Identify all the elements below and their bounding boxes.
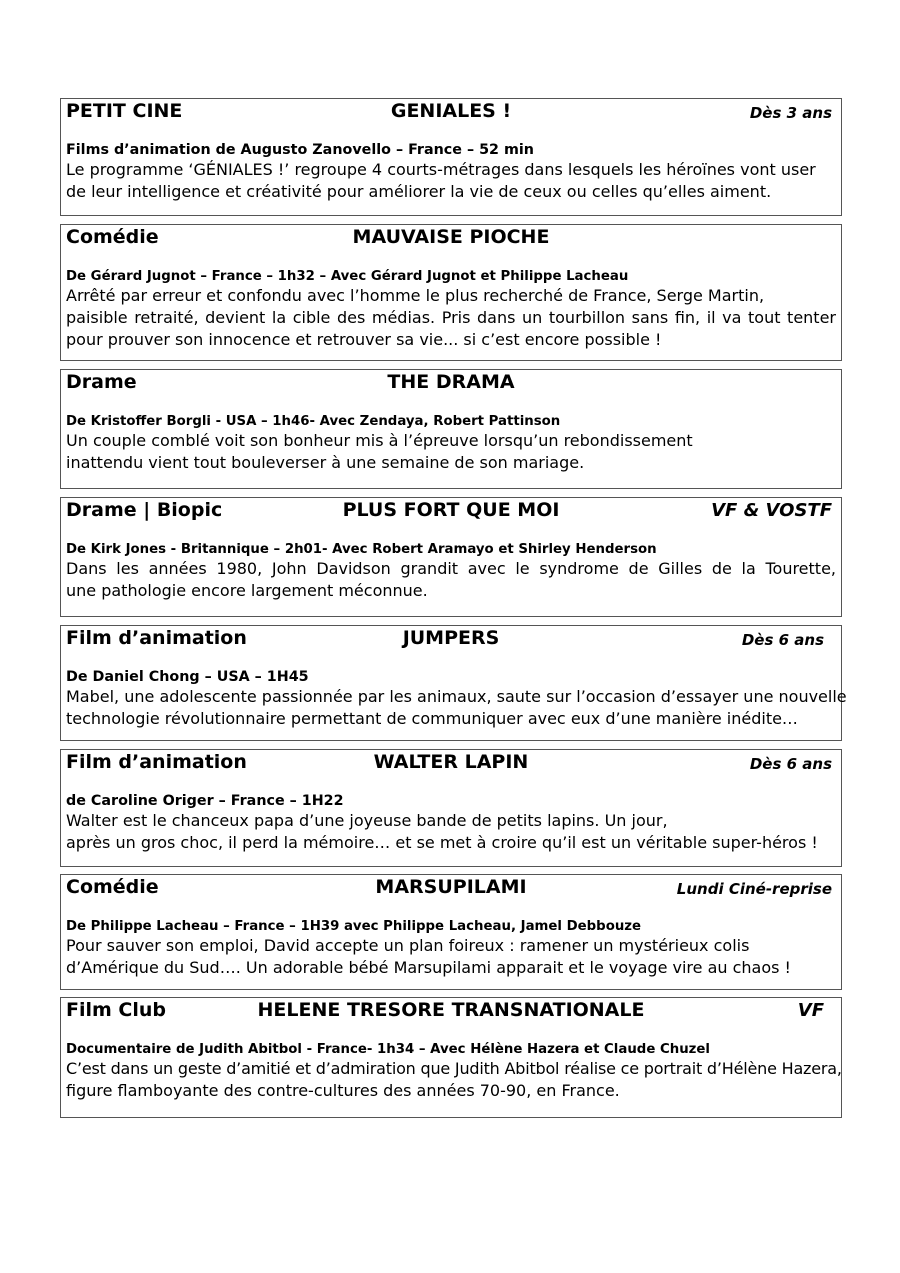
film-listing-mauvaise-pioche <box>60 224 842 361</box>
film-genre: Comédie <box>66 226 159 248</box>
film-synopsis <box>66 1058 842 1102</box>
film-synopsis <box>66 430 836 474</box>
synopsis-line: Walter est le chanceux papa d’une joyeuse bande de petits lapins. Un jour, <box>66 811 668 830</box>
film-header <box>66 876 836 902</box>
synopsis-line: figure flamboyante des contre-cultures des années 70-90, en France. <box>66 1081 620 1100</box>
film-tag: Dès 3 ans <box>749 104 832 122</box>
film-genre: PETIT CINE <box>66 100 183 122</box>
film-genre: Comédie <box>66 876 159 898</box>
film-synopsis <box>66 935 836 979</box>
film-tag: VF & VOSTF <box>711 500 832 521</box>
synopsis-line: technologie révolutionnaire permettant de communiquer avec eux d’une manière inédite… <box>66 709 798 728</box>
film-credit: De Kirk Jones - Britannique – 2h01- Avec Robert Aramayo et Shirley Henderson <box>66 542 657 557</box>
synopsis-line: Dans les années 1980, John Davidson grandit avec le syndrome de Gilles de la Tourette, <box>66 559 836 578</box>
synopsis-line: de leur intelligence et créativité pour améliorer la vie de ceux ou celles qu’elles aiment. <box>66 182 772 201</box>
film-credit: de Caroline Origer – France – 1H22 <box>66 793 344 809</box>
synopsis-line: une pathologie encore largement méconnue. <box>66 581 428 600</box>
film-genre: Film Club <box>66 999 167 1021</box>
film-credit: De Gérard Jugnot – France – 1h32 – Avec Gérard Jugnot et Philippe Lacheau <box>66 269 629 284</box>
synopsis-line: C’est dans un geste d’amitié et d’admiration que Judith Abitbol réalise ce portrait d’Hélène Hazera, <box>66 1059 842 1078</box>
film-title: THE DRAMA <box>387 371 515 393</box>
film-synopsis <box>66 810 836 854</box>
film-title: MARSUPILAMI <box>375 876 527 898</box>
film-title: GENIALES ! <box>390 100 512 122</box>
film-listing-geniales <box>60 98 842 216</box>
film-title: PLUS FORT QUE MOI <box>342 499 560 521</box>
film-header <box>66 999 836 1025</box>
film-credit: De Philippe Lacheau – France – 1H39 avec Philippe Lacheau, Jamel Debbouze <box>66 919 642 934</box>
film-listing-walter-lapin <box>60 749 842 867</box>
synopsis-line: après un gros choc, il perd la mémoire… et se met à croire qu’il est un véritable super-héros ! <box>66 833 818 852</box>
film-genre: Film d’animation <box>66 627 247 649</box>
synopsis-line: Pour sauver son emploi, David accepte un plan foireux : ramener un mystérieux colis <box>66 936 750 955</box>
synopsis-line: inattendu vient tout bouleverser à une semaine de son mariage. <box>66 453 585 472</box>
film-listing-marsupilami <box>60 874 842 990</box>
film-credit: De Daniel Chong – USA – 1H45 <box>66 669 309 685</box>
film-credit: Documentaire de Judith Abitbol - France- 1h34 – Avec Hélène Hazera et Claude Chuzel <box>66 1042 710 1057</box>
film-listing-helene-tresore <box>60 997 842 1118</box>
synopsis-line: Arrêté par erreur et confondu avec l’homme le plus recherché de France, Serge Martin, <box>66 286 765 305</box>
film-header <box>66 751 836 777</box>
film-title: JUMPERS <box>402 627 500 649</box>
film-header <box>66 499 836 525</box>
film-header <box>66 371 836 397</box>
film-genre: Drame <box>66 371 137 393</box>
film-title: WALTER LAPIN <box>373 751 529 773</box>
synopsis-line: pour prouver son innocence et retrouver sa vie... si c’est encore possible ! <box>66 330 662 349</box>
film-tag: Dès 6 ans <box>741 631 824 649</box>
film-synopsis <box>66 686 847 730</box>
film-genre: Film d’animation <box>66 751 247 773</box>
film-header <box>66 100 836 126</box>
film-listing-jumpers <box>60 625 847 741</box>
synopsis-line: Un couple comblé voit son bonheur mis à l’épreuve lorsqu’un rebondissement <box>66 431 693 450</box>
film-synopsis <box>66 285 836 351</box>
film-header <box>66 627 836 653</box>
synopsis-line: paisible retraité, devient la cible des médias. Pris dans un tourbillon sans fin, il va tout tenter <box>66 308 836 327</box>
synopsis-line: Le programme ‘GÉNIALES !’ regroupe 4 courts-métrages dans lesquels les héroïnes vont user <box>66 160 816 179</box>
film-listing-the-drama <box>60 369 842 489</box>
film-title: MAUVAISE PIOCHE <box>352 226 550 248</box>
film-listing-plus-fort-que-moi <box>60 497 842 617</box>
synopsis-line: d’Amérique du Sud…. Un adorable bébé Marsupilami apparait et le voyage vire au chaos ! <box>66 958 791 977</box>
film-credit: De Kristoffer Borgli - USA – 1h46- Avec Zendaya, Robert Pattinson <box>66 414 561 429</box>
film-tag: Lundi Ciné-reprise <box>676 880 832 898</box>
film-header <box>66 226 836 252</box>
film-synopsis <box>66 159 836 203</box>
film-credit: Films d’animation de Augusto Zanovello – France – 52 min <box>66 142 534 158</box>
synopsis-line: Mabel, une adolescente passionnée par les animaux, saute sur l’occasion d’essayer une nouvelle <box>66 687 847 706</box>
film-title: HELENE TRESORE TRANSNATIONALE <box>257 999 645 1021</box>
film-synopsis <box>66 558 836 602</box>
film-tag: Dès 6 ans <box>749 755 832 773</box>
film-tag: VF <box>797 1000 824 1021</box>
film-genre: Drame | Biopic <box>66 499 223 521</box>
